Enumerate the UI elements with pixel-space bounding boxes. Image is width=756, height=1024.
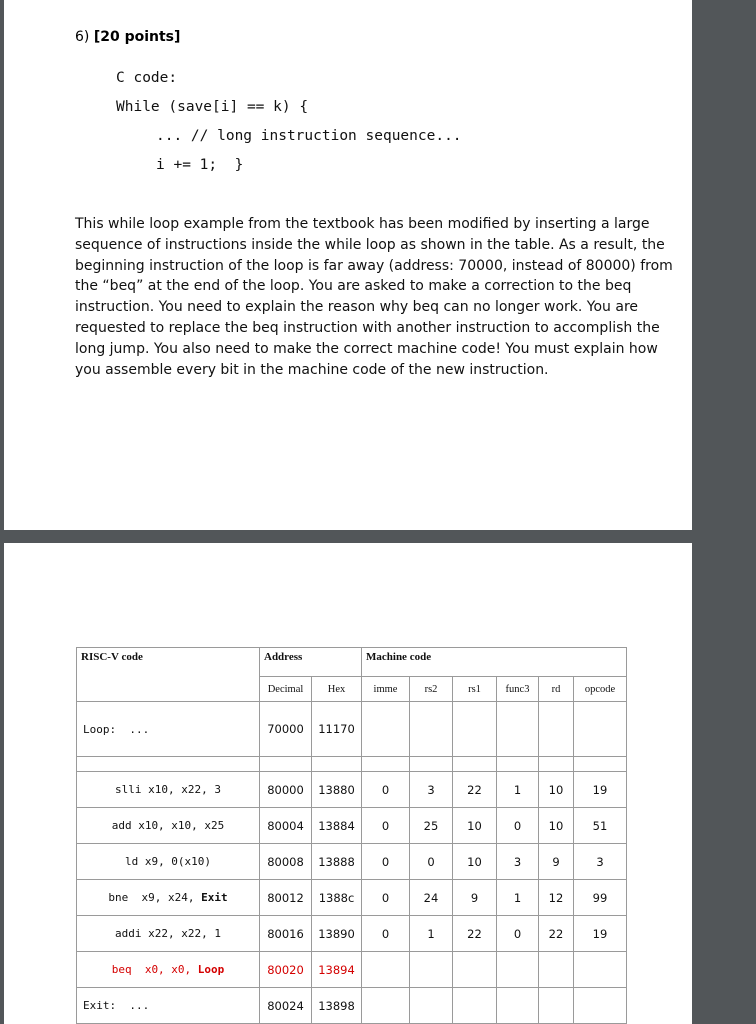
func3-cell <box>497 952 539 988</box>
c-code-line-1: While (save[i] == k) { <box>116 99 309 115</box>
row-code: ... <box>129 999 150 1012</box>
table-row <box>77 808 627 844</box>
header-riscv-code: RISC-V code <box>77 648 260 702</box>
opcode-cell: 19 <box>574 772 627 808</box>
header-rd: rd <box>539 677 574 702</box>
decimal-cell: 80016 <box>260 916 312 952</box>
rd-cell <box>539 952 574 988</box>
table-row <box>77 702 627 757</box>
rs2-cell <box>410 952 453 988</box>
rd-cell: 10 <box>539 808 574 844</box>
table-row <box>77 844 627 880</box>
spacer-row <box>77 757 627 772</box>
problem-paragraph <box>75 214 673 380</box>
header-func3: func3 <box>497 677 539 702</box>
hex-cell: 13880 <box>312 772 362 808</box>
hex-cell: 11170 <box>312 702 362 757</box>
hex-cell: 13884 <box>312 808 362 844</box>
func3-cell <box>497 988 539 1024</box>
func3-cell <box>497 702 539 757</box>
decimal-cell: 80012 <box>260 880 312 916</box>
opcode-cell: 3 <box>574 844 627 880</box>
imme-cell: 0 <box>362 844 410 880</box>
row-label: Loop: <box>83 722 117 736</box>
header-opcode: opcode <box>574 677 627 702</box>
riscv-code-cell <box>77 702 260 757</box>
opcode-cell: 51 <box>574 808 627 844</box>
hex-cell: 1388c <box>312 880 362 916</box>
row-code: bne x9, x24, <box>108 891 202 904</box>
paragraph-line: sequence of instructions inside the while loop as shown in the table. As a result, the <box>75 236 665 253</box>
hex-cell: 13894 <box>312 952 362 988</box>
page-2 <box>4 543 692 1024</box>
rs1-cell <box>453 952 497 988</box>
paragraph-line: requested to replace the beq instruction with another instruction to accomplish the <box>75 319 660 336</box>
rd-cell: 9 <box>539 844 574 880</box>
paragraph-line: long jump. You also need to make the correct machine code! You must explain how <box>75 340 658 357</box>
machine-code-table <box>76 647 627 1024</box>
rs1-cell: 22 <box>453 772 497 808</box>
paragraph-line: beginning instruction of the loop is far away (address: 70000, instead of 80000) from <box>75 257 673 274</box>
rs2-cell <box>410 702 453 757</box>
rs1-cell <box>453 702 497 757</box>
rs2-cell <box>410 988 453 1024</box>
rs2-cell: 0 <box>410 844 453 880</box>
func3-cell: 0 <box>497 808 539 844</box>
paragraph-line: This while loop example from the textbook has been modified by inserting a large <box>75 216 650 232</box>
rs2-cell: 24 <box>410 880 453 916</box>
problem-number: 6) <box>75 29 90 45</box>
rs1-cell: 10 <box>453 844 497 880</box>
rs2-cell: 25 <box>410 808 453 844</box>
hex-cell: 13890 <box>312 916 362 952</box>
rs1-cell <box>453 988 497 1024</box>
hex-cell: 13898 <box>312 988 362 1024</box>
decimal-cell: 80000 <box>260 772 312 808</box>
paragraph-line: you assemble every bit in the machine code of the new instruction. <box>75 361 549 378</box>
imme-cell: 0 <box>362 880 410 916</box>
rs1-cell: 22 <box>453 916 497 952</box>
rs1-cell: 10 <box>453 808 497 844</box>
imme-cell <box>362 702 410 757</box>
table-row <box>77 916 627 952</box>
c-code-label: C code: <box>116 70 178 86</box>
row-code: ... <box>129 722 150 736</box>
rd-cell <box>539 988 574 1024</box>
header-rs2: rs2 <box>410 677 453 702</box>
header-rs1: rs1 <box>453 677 497 702</box>
riscv-code-cell <box>77 952 260 988</box>
imme-cell: 0 <box>362 808 410 844</box>
header-imme: imme <box>362 677 410 702</box>
decimal-cell: 80004 <box>260 808 312 844</box>
table-row <box>77 988 627 1024</box>
func3-cell: 1 <box>497 772 539 808</box>
imme-cell: 0 <box>362 916 410 952</box>
func3-cell: 1 <box>497 880 539 916</box>
c-code-line-3: i += 1; } <box>156 157 244 173</box>
riscv-code-cell: ld x9, 0(x10) <box>77 844 260 880</box>
rd-cell: 22 <box>539 916 574 952</box>
c-code-line-2: ... // long instruction sequence... <box>156 128 462 144</box>
opcode-cell: 19 <box>574 916 627 952</box>
rs1-cell: 9 <box>453 880 497 916</box>
branch-target-exit: Exit <box>201 891 228 904</box>
rd-cell: 12 <box>539 880 574 916</box>
header-address: Address <box>260 648 362 677</box>
table-row <box>77 952 627 988</box>
problem-heading <box>75 29 180 45</box>
func3-cell: 3 <box>497 844 539 880</box>
imme-cell <box>362 988 410 1024</box>
branch-target-loop: Loop <box>197 963 225 976</box>
riscv-code-cell: addi x22, x22, 1 <box>77 916 260 952</box>
opcode-cell <box>574 988 627 1024</box>
row-label: Exit: <box>83 999 117 1012</box>
header-machine-code: Machine code <box>362 648 627 677</box>
rs2-cell: 1 <box>410 916 453 952</box>
paragraph-line: instruction. You need to explain the reason why beq can no longer work. You are <box>75 299 639 316</box>
decimal-cell: 80008 <box>260 844 312 880</box>
table-row <box>77 772 627 808</box>
rd-cell <box>539 702 574 757</box>
row-code: beq x0, x0, <box>111 963 198 976</box>
riscv-code-cell: slli x10, x22, 3 <box>77 772 260 808</box>
problem-points: [20 points] <box>93 29 181 45</box>
opcode-cell <box>574 952 627 988</box>
paragraph-line: the “beq” at the end of the loop. You are asked to make a correction to the beq <box>75 278 632 295</box>
header-hex: Hex <box>312 677 362 702</box>
decimal-cell: 80020 <box>260 952 312 988</box>
func3-cell: 0 <box>497 916 539 952</box>
header-decimal: Decimal <box>260 677 312 702</box>
rd-cell: 10 <box>539 772 574 808</box>
table-row <box>77 880 627 916</box>
decimal-cell: 70000 <box>260 702 312 757</box>
rs2-cell: 3 <box>410 772 453 808</box>
decimal-cell: 80024 <box>260 988 312 1024</box>
riscv-code-cell <box>77 988 260 1024</box>
hex-cell: 13888 <box>312 844 362 880</box>
page-1 <box>4 0 692 530</box>
opcode-cell <box>574 702 627 757</box>
opcode-cell: 99 <box>574 880 627 916</box>
riscv-code-cell: add x10, x10, x25 <box>77 808 260 844</box>
imme-cell <box>362 952 410 988</box>
riscv-code-cell <box>77 880 260 916</box>
imme-cell: 0 <box>362 772 410 808</box>
